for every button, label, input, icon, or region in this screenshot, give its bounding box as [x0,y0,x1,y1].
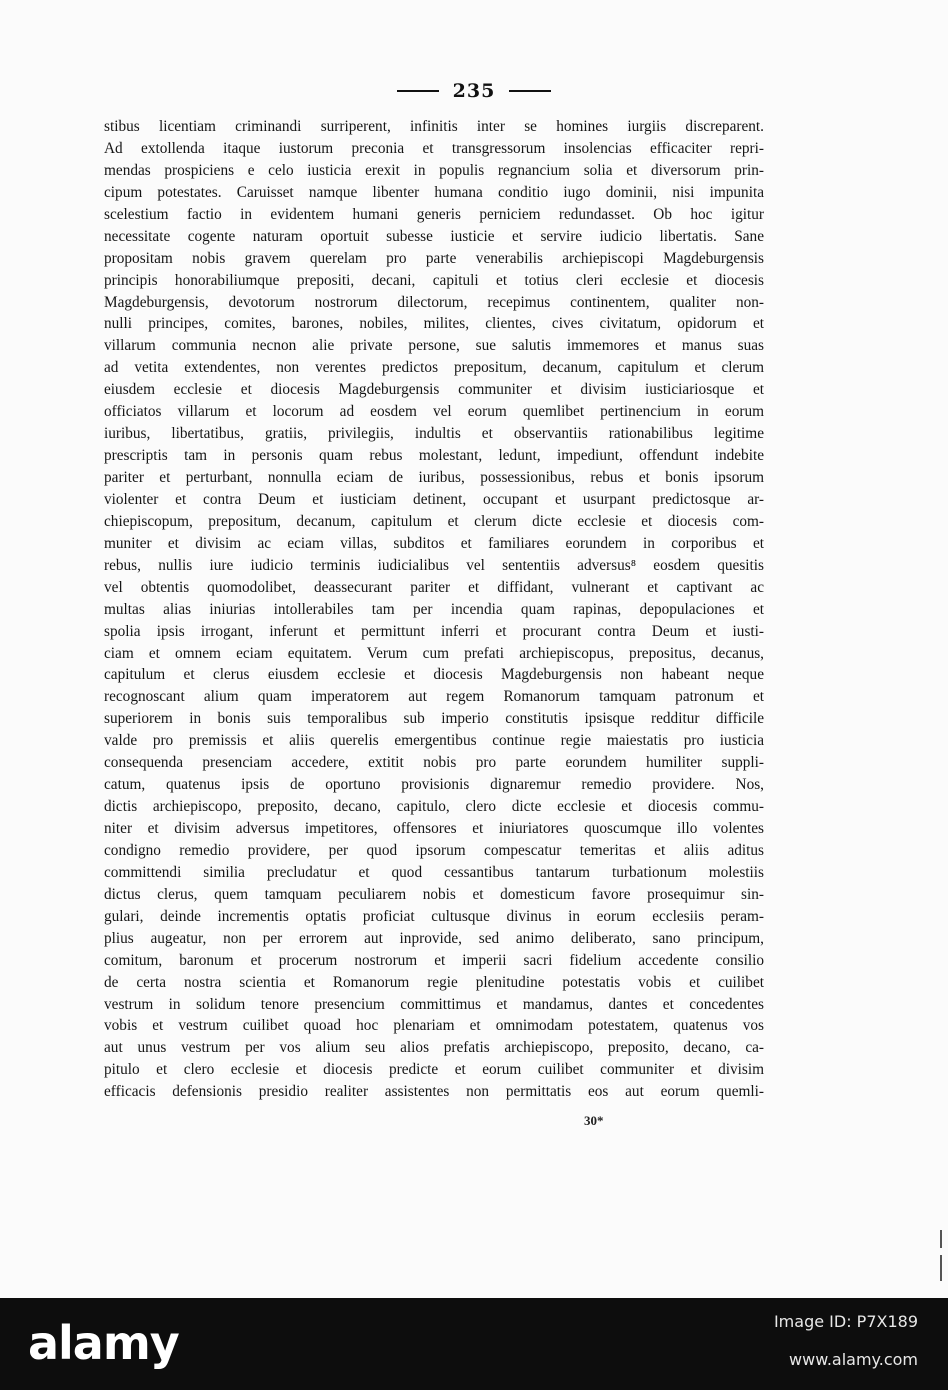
text-line: capitulum et clerus eiusdem ecclesie et diocesis Magdeburgensis non habeant neque [104,666,764,684]
text-line: gulari, deinde incrementis optatis proficiat cultusque divinus in eorum ecclesiis peram- [104,907,764,925]
text-line: catum, quatenus ipsis de oportuno provisionis dignaremur remedio providere. Nos, [104,776,764,794]
text-line: necessitate cogente naturam oportuit subesse iusticie et servire iudicio libertatis. Sane [104,227,764,245]
text-line: spolia ipsis irrogant, inferunt et permittunt inferri et procurant contra Deum et iusti- [104,622,764,640]
body-text [104,116,764,1103]
text-line: multas alias iniurias intollerabiles tam per incendia quam rapinas, depopulaciones et [104,600,764,618]
text-line: vestrum in solidum tenore presencium committimus et mandamus, dantes et concedentes [104,995,764,1013]
text-line: officiatos villarum et locorum ad eosdem vel eorum quemlibet pertinencium in eorum [104,403,764,421]
text-line: ciam et omnem eciam equitatem. Verum cum prefati archiepiscopus, prepositus, decanus, [104,644,764,662]
stock-url: www.alamy.com [789,1350,918,1369]
page-number: 235 [452,80,496,102]
text-line: condigno remedio providere, per quod ipsorum compescatur temeritas et aliis aditus [104,841,764,859]
text-line: violenter et contra Deum et iusticiam detinent, occupant et usurpant predictosque ar- [104,490,764,508]
text-line: vel obtentis quomodolibet, deassecurant pariter et diffidant, vulnerant et captivant ac [104,578,764,596]
text-line: scelestium factio in evidentem humani generis perniciem redundasset. Ob hoc igitur [104,205,764,223]
text-line: pariter et perturbant, nonnulla eciam de iuribus, possessionibus, rebus et bonis ipsorum [104,469,764,486]
text-line: ad vetita extendentes, non verentes predictos prepositum, decanum, capitulum et clerum [104,359,764,377]
text-line: valde pro premissis et aliis querelis emergentibus continue regie maiestatis pro iusticia [104,732,764,750]
text-line: prescriptis tam in personis quam rebus molestant, ledunt, impediunt, offendunt indebite [104,447,764,465]
text-line: plius augeatur, non per errorem aut inprovide, sed animo deliberato, sano principum, [104,929,764,947]
stock-image-id: Image ID: P7X189 [773,1312,918,1331]
text-line: stibus licentiam criminandi surriperent, infinitis inter se homines iurgiis discreparent. [104,118,764,135]
scan-edge-mark [940,1230,942,1248]
page-header [0,76,948,106]
text-line: efficacis defensionis presidio realiter assistentes non permittatis eos aut eorum quemli- [104,1083,764,1101]
text-line: de certa nostra scientia et Romanorum regie plenitudine potestatis vobis et cuilibet [104,973,764,991]
signature-mark: 30* [584,1113,604,1128]
text-line: cipum potestates. Caruisset namque libenter humana conditio iugo dominii, nisi impunita [104,183,764,201]
text-line: nulli principes, comites, barones, nobiles, milites, clientes, cives civitatum, opidorum et [104,315,764,333]
scan-edge-mark [940,1255,942,1281]
text-line: iuribus, libertatibus, gratiis, privilegiis, indultis et observantiis rationabilibus legitime [104,425,764,443]
text-line: vobis et vestrum cuilibet quoad hoc plenariam et omnimodam potestatem, quatenus vos [104,1017,764,1035]
text-line: pitulo et clero ecclesie et diocesis predicte et eorum cuilibet communiter et divisim [104,1061,764,1079]
text-line: rebus, nullis iure iudicio terminis iudicialibus vel sententiis adversus⁸ eosdem quesitis [104,556,764,574]
text-line: dictus clerus, quem tamquam peculiarem nobis et domesticum favore prosequimur sin- [104,885,764,903]
text-line: committendi similia precludatur et quod cessantibus tantarum turbationum molestiis [104,863,764,881]
text-line: eiusdem ecclesie et diocesis Magdeburgensis communiter et divisim iusticiariosque et [104,381,764,399]
right-rule [509,90,551,92]
text-line: chiepiscopum, prepositum, decanum, capitulum et clerum dicte ecclesie et diocesis com- [104,512,764,530]
text-line: dictis archiepiscopo, preposito, decano, capitulo, clero dicte ecclesie et diocesis commu- [104,798,764,816]
text-line: principis honorabiliumque prepositi, decani, capituli et totius cleri ecclesie et diocesis [104,271,764,289]
text-line: propositam nobis gravem querelam pro parte venerabilis archiepiscopi Magdeburgensis [104,249,764,267]
text-line: mendas prospiciens e celo iusticia erexit in populis regnancium solia et diversorum prin- [104,161,764,179]
stock-logo: alamy [28,1316,179,1370]
text-line: recognoscant alium quam imperatorem aut regem Romanorum tamquam patronum et [104,688,764,706]
stock-watermark-bar [0,1298,948,1390]
left-rule [397,90,439,92]
text-line: Ad extollenda itaque iustorum preconia et transgressorum insolencias efficaciter repri- [104,139,764,157]
text-line: consequenda presenciam accedere, extitit nobis pro parte eorundem humiliter suppli- [104,754,764,772]
text-line: Magdeburgensis, devotorum nostrorum dilectorum, recepimus continentem, qualiter non- [104,293,764,311]
text-line: comitum, baronum et procerum nostrorum et imperii sacri fidelium accedente consilio [104,951,764,969]
text-line: villarum communia necnon alie private persone, sue salutis immemores et manus suas [104,337,764,355]
text-line: muniter et divisim ac eciam villas, subditos et familiares eorundem in corporibus et [104,534,764,552]
text-line: aut unus vestrum per vos alium seu alios prefatis archiepiscopo, preposito, decano, ca- [104,1039,764,1057]
text-line: superiorem in bonis suis temporalibus sub imperio constitutis ipsisque redditur difficile [104,710,764,728]
text-line: niter et divisim adversus impetitores, offensores et iniuriatores quoscumque illo volentes [104,820,764,837]
